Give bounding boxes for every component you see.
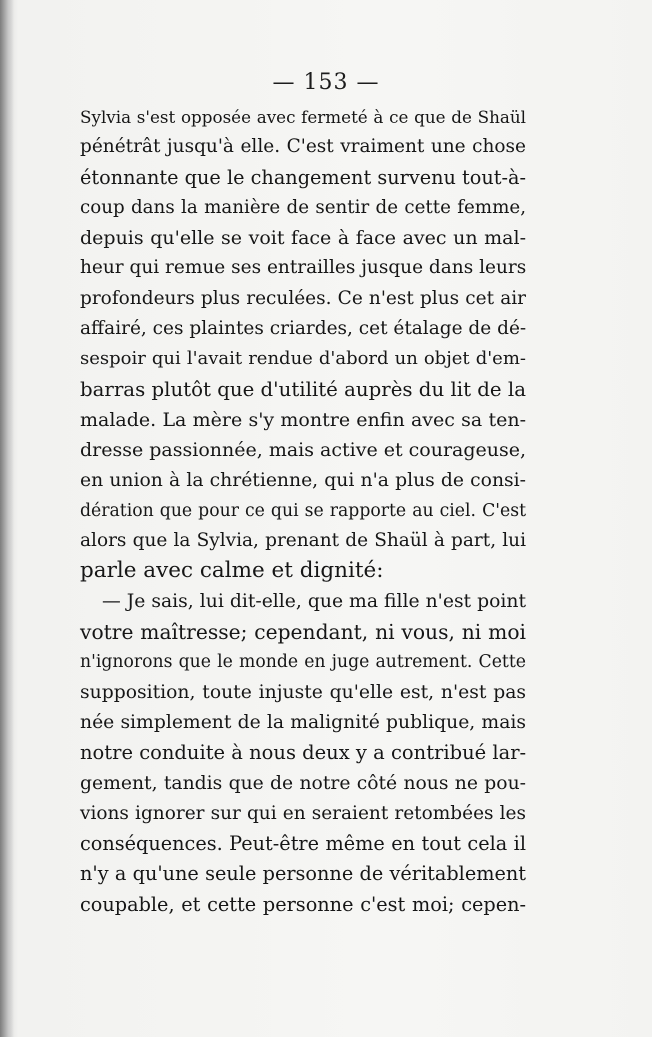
text-line: coupable, et cette personne c'est moi; cepen- <box>80 892 526 916</box>
text-line: n'ignorons que le monde en juge autrement. Cette <box>80 652 526 673</box>
text-line: profondeurs plus reculées. Ce n'est plus cet air <box>80 287 526 309</box>
body-text <box>80 102 526 920</box>
text-line: dresse passionnée, mais active et courageuse, <box>80 439 527 462</box>
text-line: conséquences. Peut-être même en tout cela il <box>80 832 526 856</box>
text-line: pénétrât jusqu'à elle. C'est vraiment une chose <box>80 136 526 158</box>
text-line: parle avec calme et dignité: <box>80 558 384 584</box>
text-line: notre conduite à nous deux y a contribué lar- <box>80 741 527 765</box>
text-line: — Je sais, lui dit-elle, que ma fille n'est point <box>102 590 526 612</box>
page-number: — 153 — <box>272 70 380 95</box>
text-line: dération que pour ce qui se rapporte au ciel. C'est <box>80 500 526 521</box>
text-line: vions ignorer sur qui en seraient retombées les <box>80 802 526 824</box>
binding-edge <box>0 0 14 1037</box>
text-line: née simplement de la malignité publique, mais <box>80 711 526 733</box>
text-line: sespoir qui l'avait rendue d'abord un objet d'em- <box>80 348 526 370</box>
text-line: supposition, toute injuste qu'elle est, n'est pas <box>80 681 526 703</box>
text-line: votre maîtresse; cependant, ni vous, ni moi <box>80 620 526 645</box>
text-line: barras plutôt que d'utilité auprès du lit de la <box>80 377 526 401</box>
text-line: Sylvia s'est opposée avec fermeté à ce que de Shaül <box>80 107 526 127</box>
text-line: malade. La mère s'y montre enfin avec sa ten- <box>80 408 526 431</box>
text-line: alors que la Sylvia, prenant de Shaül à part, lui <box>80 530 526 552</box>
text-line: coup dans la manière de sentir de cette femme, <box>80 196 526 218</box>
text-line: gement, tandis que de notre côté nous ne pou- <box>80 772 526 794</box>
text-line: en union à la chrétienne, qui n'a plus de consi- <box>80 469 526 491</box>
text-line: depuis qu'elle se voit face à face avec un mal- <box>80 227 526 250</box>
text-line: affairé, ces plaintes criardes, cet étalage de dé- <box>80 318 527 340</box>
text-line: heur qui remue ses entrailles jusque dans leurs <box>80 257 527 279</box>
text-line: n'y a qu'une seule personne de véritablement <box>80 862 526 886</box>
text-line: étonnante que le changement survenu tout-à- <box>80 165 526 189</box>
